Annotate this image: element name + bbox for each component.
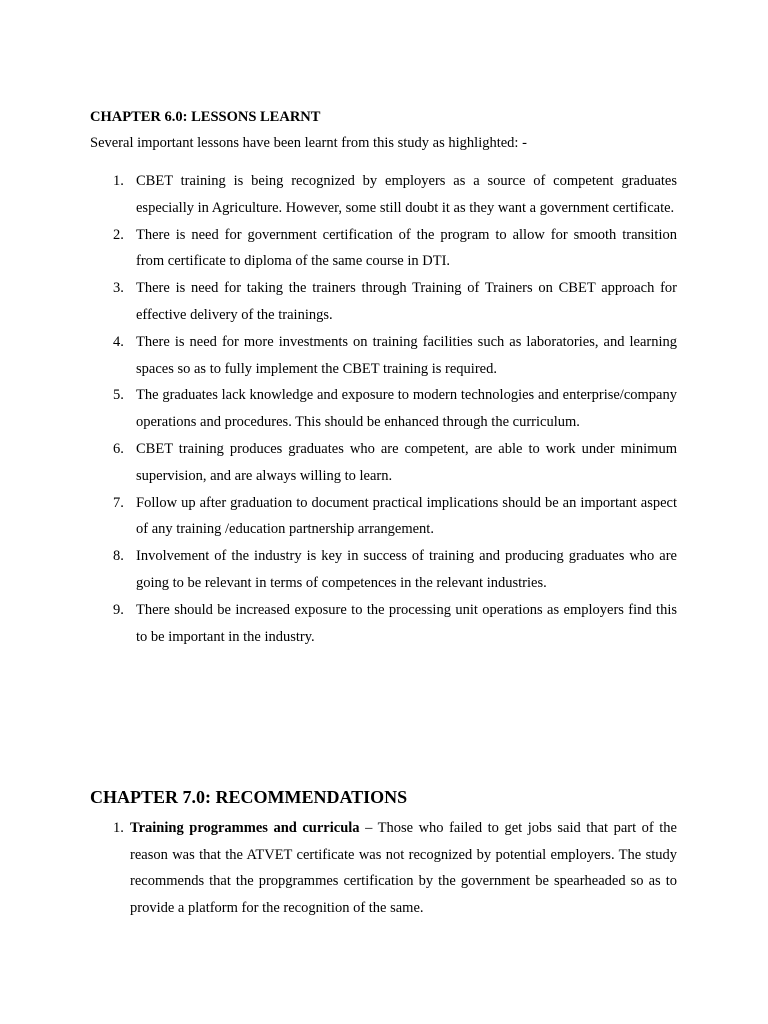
list-item-number: 6.	[113, 440, 124, 457]
recommendations-list	[90, 815, 677, 921]
list-item-number: 2.	[113, 226, 124, 243]
list-item-text: There is need for taking the trainers through Training of Trainers on CBET approach for effective delivery of the trainings.	[136, 280, 677, 323]
list-item-text: – Those who failed to get jobs said that part of the reason was that the ATVET certificate was not recognized by potential employers. The study recommends that the propgrammes certification by the government be spearheaded so as to provide a platform for the recognition of the same.	[130, 820, 677, 916]
list-item-number: 8.	[113, 548, 124, 565]
list-item-number: 1.	[113, 173, 124, 189]
list-item-text: CBET training produces graduates who are competent, are able to work under minimum supervision, and are always willing to learn.	[136, 440, 677, 484]
list-item	[90, 168, 677, 222]
list-item	[90, 490, 677, 544]
list-item-number: 9.	[113, 601, 124, 618]
list-item	[90, 222, 677, 276]
recommendation-lead: Training programmes and curricula	[130, 820, 360, 836]
list-item	[90, 275, 677, 329]
chapter-6-intro: Several important lessons have been learnt from this study as highlighted: -	[90, 135, 527, 151]
list-item	[90, 382, 677, 436]
lessons-list	[90, 168, 677, 650]
list-item-number: 4.	[113, 333, 124, 350]
list-item-text: Follow up after graduation to document practical implications should be an important aspect of any training /education partnership arrangement.	[136, 494, 677, 538]
list-item-number: 3.	[113, 280, 124, 297]
list-item	[90, 543, 677, 597]
chapter-6-heading: CHAPTER 6.0: LESSONS LEARNT	[90, 109, 321, 125]
list-item	[90, 436, 677, 490]
list-item	[90, 815, 677, 921]
list-item-number: 5.	[113, 387, 124, 404]
list-item-number: 7.	[113, 494, 124, 511]
list-item-text: There should be increased exposure to the processing unit operations as employers find this to be important in the industry.	[136, 601, 677, 645]
list-item-text: There is need for government certification of the program to allow for smooth transition from certificate to diploma of the same course in DTI.	[136, 226, 677, 270]
list-item	[90, 329, 677, 383]
list-item-text: CBET training is being recognized by employers as a source of competent graduates especially in Agriculture. However, some still doubt it as they want a government certificate.	[136, 173, 677, 216]
list-item-number: 1.	[113, 820, 124, 836]
list-item	[90, 597, 677, 651]
list-item-text: Involvement of the industry is key in success of training and producing graduates who are going to be relevant in terms of competences in the relevant industries.	[136, 548, 677, 591]
chapter-7-heading: CHAPTER 7.0: RECOMMENDATIONS	[90, 787, 408, 807]
list-item-text: The graduates lack knowledge and exposure to modern technologies and enterprise/company operations and procedures. This should be enhanced through the curriculum.	[136, 387, 677, 431]
list-item-text: There is need for more investments on training facilities such as laboratories, and learning spaces so as to fully implement the CBET training is required.	[136, 333, 677, 377]
